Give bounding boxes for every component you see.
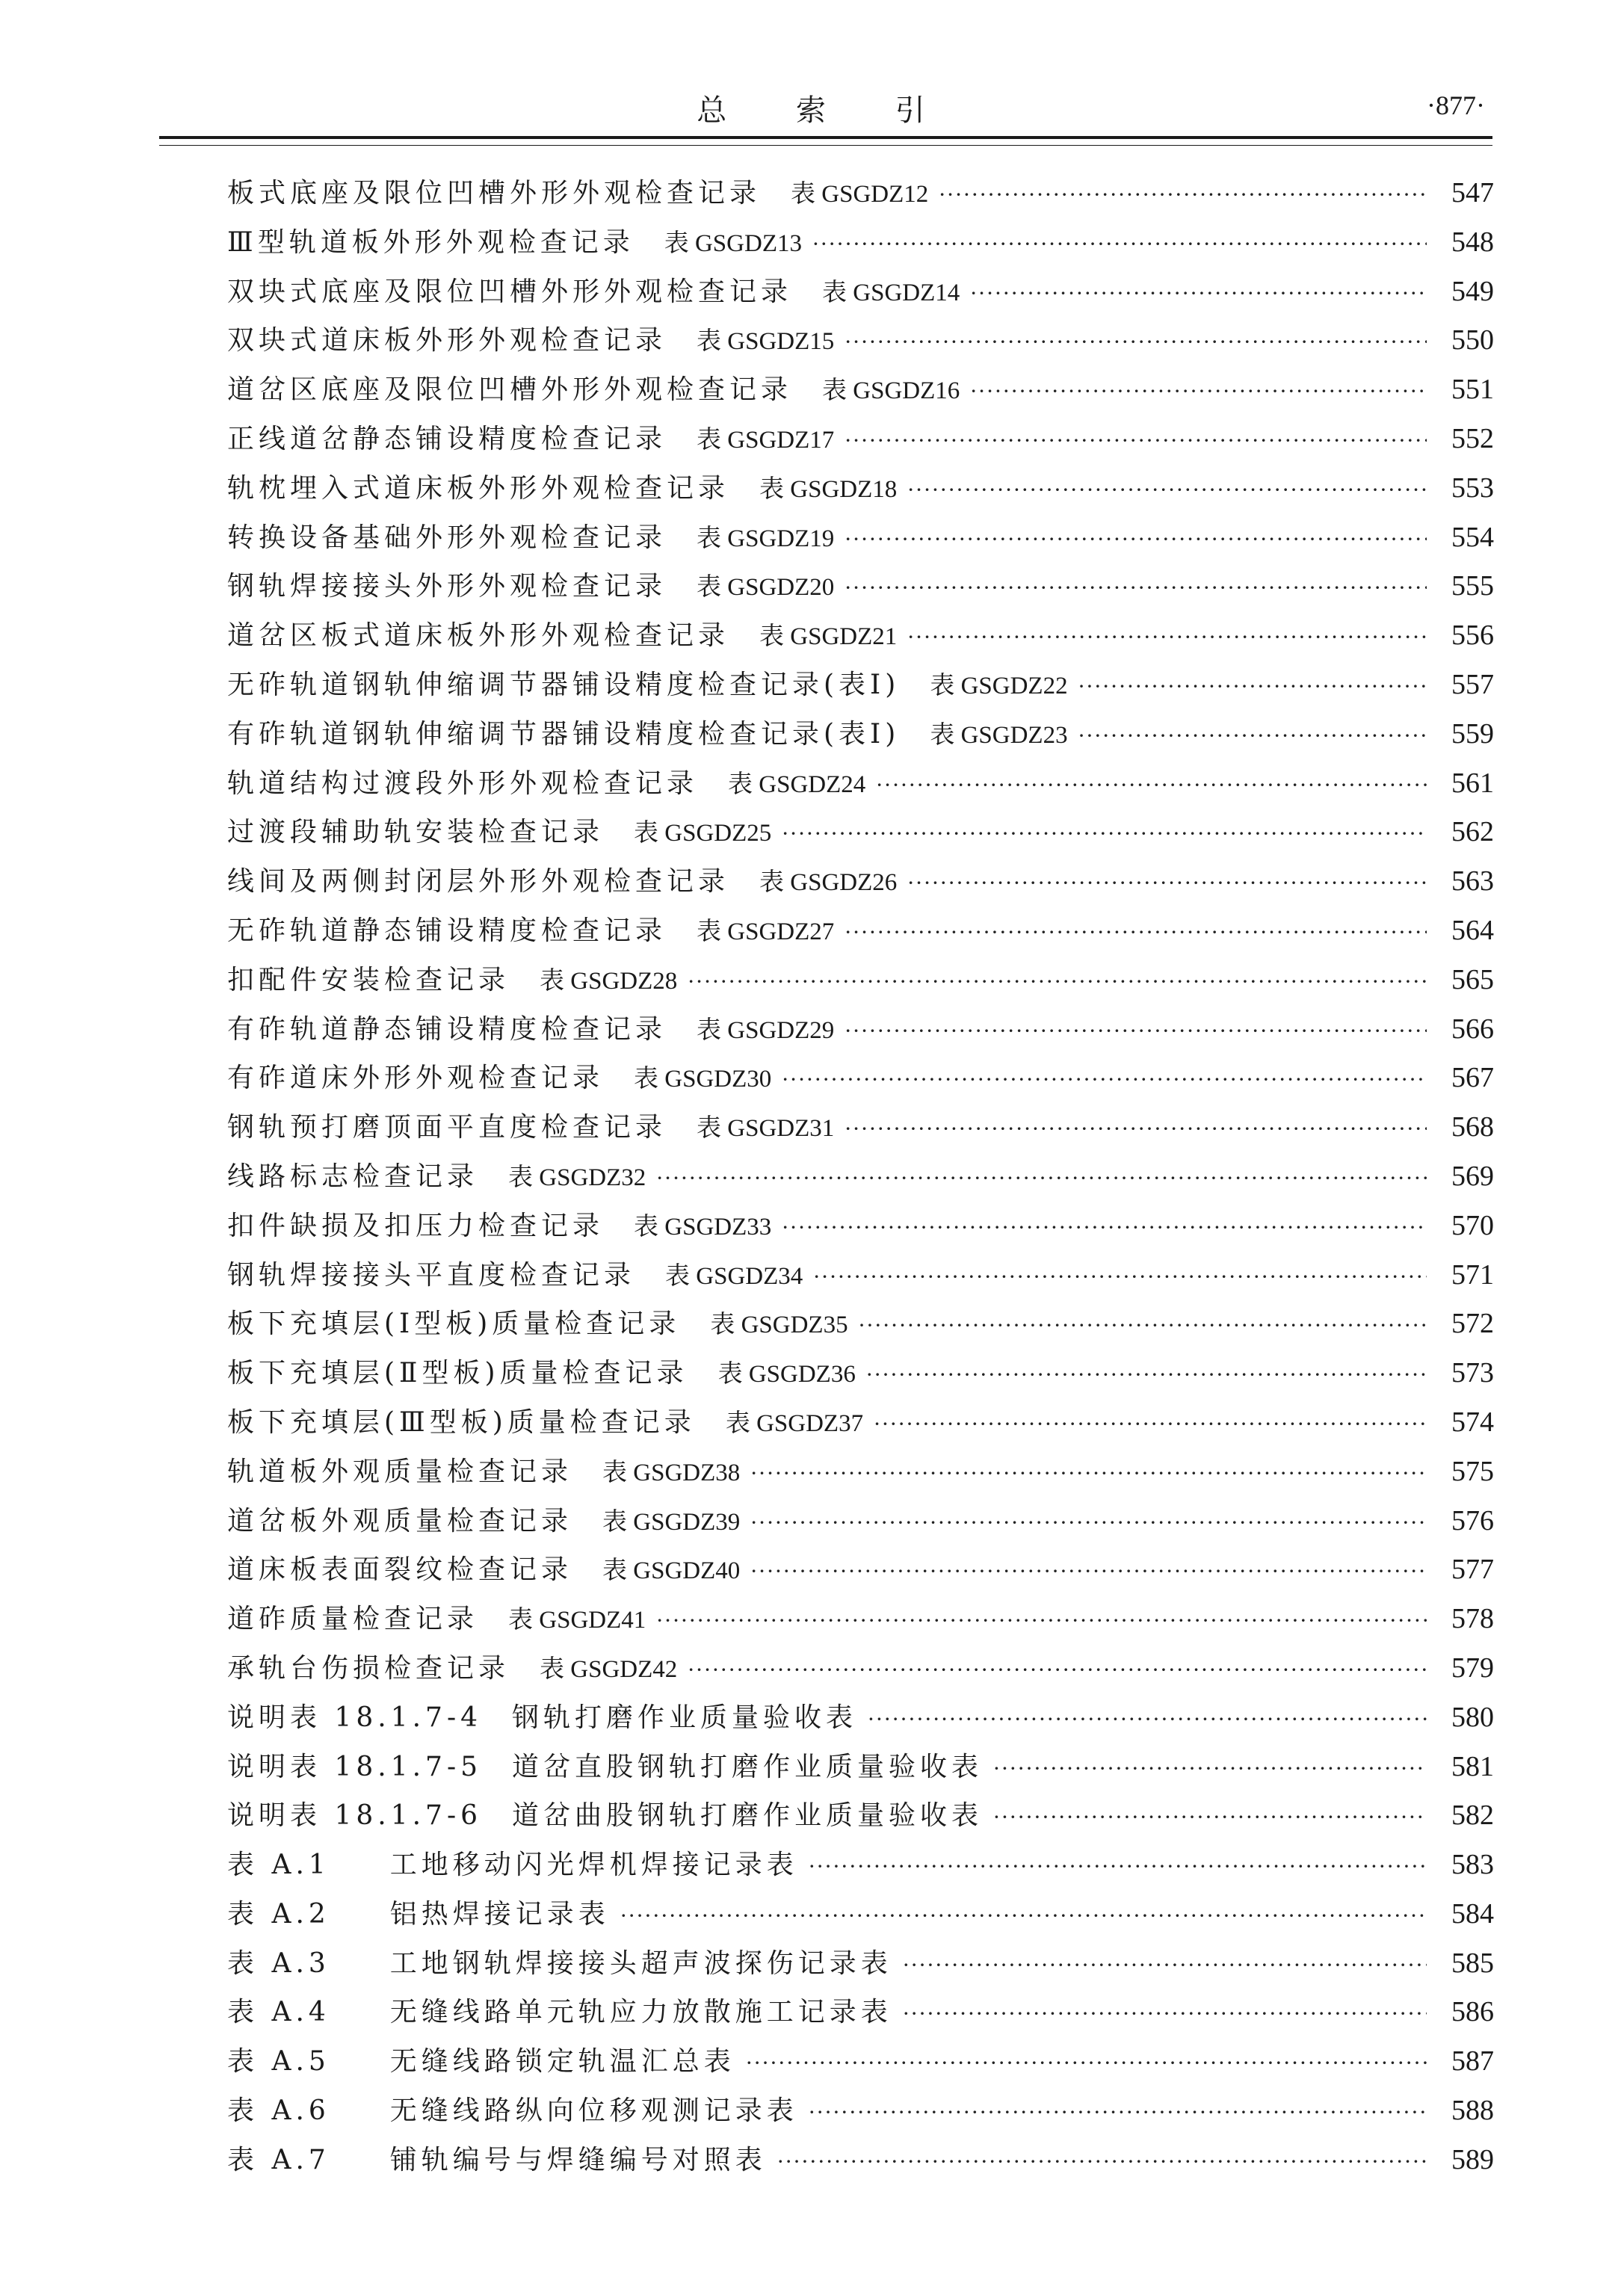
entry-code: 道岔曲股钢轨打磨作业质量验收表 — [512, 1800, 984, 1832]
entry-title: 扣件缺损及扣压力检查记录 — [227, 1210, 605, 1241]
entry-page-number: 553 — [1451, 472, 1494, 504]
entry-title: 表 A.4 — [227, 1997, 330, 2028]
entry-title: Ⅲ型轨道板外形外观检查记录 — [227, 226, 635, 258]
dot-leader — [845, 1007, 1427, 1056]
entry-page-number: 547 — [1451, 177, 1494, 209]
entry-page-number: 581 — [1451, 1750, 1494, 1782]
entry-code: 铺轨编号与焊缝编号对照表 — [389, 2144, 767, 2175]
entry-code: 表 GSGDZ20 — [697, 574, 835, 602]
entry-code: 表 GSGDZ30 — [634, 1066, 772, 1093]
entry-code: 铝热焊接记录表 — [389, 1898, 610, 1930]
entry-code: 道岔直股钢轨打磨作业质量验收表 — [512, 1751, 984, 1782]
entry-page-number: 575 — [1451, 1455, 1494, 1487]
header-rule-thick — [159, 136, 1492, 139]
entry-page-number: 589 — [1451, 2143, 1494, 2175]
entry-code: 表 GSGDZ37 — [725, 1409, 864, 1437]
entry-page-number: 574 — [1451, 1406, 1494, 1438]
page-header — [159, 84, 1492, 136]
entry-title: 说明表 18.1.7-6 — [227, 1800, 483, 1832]
entry-code: 表 GSGDZ17 — [697, 426, 835, 454]
entry-title: 表 A.1 — [227, 1850, 330, 1881]
toc-entry[interactable] — [227, 1054, 1494, 1103]
entry-title: 过渡段辅助轨安装检查记录 — [227, 817, 605, 848]
entry-title: 表 A.7 — [227, 2144, 330, 2175]
dot-leader — [903, 1941, 1427, 1990]
entry-title: 转换设备基础外形外观检查记录 — [227, 522, 667, 553]
entry-title: 道岔区底座及限位凹槽外形外观检查记录 — [227, 374, 793, 406]
entry-code: 表 GSGDZ26 — [759, 869, 898, 897]
entry-page-number: 588 — [1451, 2095, 1494, 2127]
toc-entry[interactable] — [227, 1939, 1494, 1989]
dot-leader — [874, 1400, 1427, 1449]
entry-title: 表 A.3 — [227, 1947, 330, 1979]
entry-page-number: 580 — [1451, 1701, 1494, 1733]
toc-entry[interactable] — [227, 1251, 1494, 1300]
entry-title: 正线道岔静态铺设精度检查记录 — [227, 423, 667, 454]
entry-page-number: 577 — [1451, 1554, 1494, 1586]
entry-title: 轨道结构过渡段外形外观检查记录 — [227, 767, 699, 799]
entry-code: 无缝线路锁定轨温汇总表 — [389, 2046, 735, 2078]
entry-title: 说明表 18.1.7-4 — [227, 1702, 483, 1733]
entry-code: 表 GSGDZ33 — [634, 1213, 772, 1241]
dot-leader — [782, 1203, 1427, 1252]
dot-leader — [750, 1498, 1427, 1548]
entry-title: 有砟轨道静态铺设精度检查记录 — [227, 1013, 667, 1045]
toc-entry[interactable] — [227, 1005, 1494, 1054]
dot-leader — [845, 1105, 1427, 1154]
entry-title: 板下充填层(Ⅱ型板)质量检查记录 — [227, 1358, 688, 1389]
entry-title: 板下充填层(Ⅰ型板)质量检查记录 — [227, 1309, 681, 1340]
entry-title: 钢轨焊接接头外形外观检查记录 — [227, 571, 667, 602]
entry-title: 承轨台伤损检查记录 — [227, 1652, 510, 1684]
entry-page-number: 555 — [1451, 570, 1494, 602]
dot-leader — [688, 957, 1427, 1007]
toc-entry[interactable] — [227, 1545, 1494, 1595]
toc-entry[interactable] — [227, 268, 1494, 317]
entry-title: 钢轨预打磨顶面平直度检查记录 — [227, 1112, 667, 1143]
entry-title: 板式底座及限位凹槽外形外观检查记录 — [227, 178, 762, 209]
entry-page-number: 578 — [1451, 1603, 1494, 1635]
dot-leader — [907, 466, 1427, 515]
dot-leader — [907, 613, 1427, 662]
entry-title: 道岔区板式道床板外形外观检查记录 — [227, 620, 730, 652]
entry-title: 表 A.5 — [227, 2046, 330, 2078]
entry-title: 说明表 18.1.7-5 — [227, 1751, 483, 1782]
entry-title: 道砟质量检查记录 — [227, 1604, 479, 1635]
toc-entry[interactable] — [227, 1988, 1494, 2037]
toc-entry[interactable] — [227, 759, 1494, 809]
toc-entry[interactable] — [227, 2086, 1494, 2136]
entry-code: 钢轨打磨作业质量验收表 — [512, 1702, 858, 1733]
toc-entry[interactable] — [227, 808, 1494, 857]
toc-entry[interactable] — [227, 2136, 1494, 2185]
toc-entry[interactable] — [227, 1644, 1494, 1693]
dot-leader — [845, 515, 1427, 564]
entry-page-number: 587 — [1451, 2045, 1494, 2078]
entry-page-number: 579 — [1451, 1652, 1494, 1684]
entry-page-number: 550 — [1451, 324, 1494, 356]
dot-leader — [656, 1596, 1427, 1646]
entry-title: 道岔板外观质量检查记录 — [227, 1505, 573, 1536]
toc-entry[interactable] — [227, 906, 1494, 956]
dot-leader — [782, 809, 1427, 859]
entry-code: 表 GSGDZ42 — [540, 1655, 678, 1683]
entry-page-number: 562 — [1451, 816, 1494, 848]
entry-code: 表 GSGDZ28 — [540, 967, 678, 995]
entry-code: 表 GSGDZ16 — [822, 377, 960, 405]
toc-entry[interactable] — [227, 1595, 1494, 1644]
entry-page-number: 570 — [1451, 1209, 1494, 1241]
entry-title: 表 A.2 — [227, 1898, 330, 1930]
toc-entry[interactable] — [227, 2037, 1494, 2086]
toc-entry[interactable] — [227, 1398, 1494, 1448]
entry-page-number: 548 — [1451, 226, 1494, 258]
entry-code: 表 GSGDZ39 — [602, 1508, 741, 1536]
entry-code: 表 GSGDZ36 — [717, 1361, 856, 1389]
entry-page-number: 549 — [1451, 275, 1494, 307]
toc-entry[interactable] — [227, 415, 1494, 464]
entry-code: 表 GSGDZ40 — [602, 1557, 741, 1585]
dot-leader — [750, 1449, 1427, 1498]
dot-leader — [656, 1154, 1427, 1203]
toc-entry[interactable] — [227, 365, 1494, 415]
entry-code: 无缝线路纵向位移观测记录表 — [389, 2095, 798, 2127]
entry-page-number: 554 — [1451, 521, 1494, 553]
toc-entry[interactable] — [227, 1693, 1494, 1743]
entry-page-number: 572 — [1451, 1308, 1494, 1340]
entry-title: 有砟道床外形外观检查记录 — [227, 1063, 605, 1094]
entry-code: 表 GSGDZ31 — [697, 1115, 835, 1143]
entry-page-number: 556 — [1451, 620, 1494, 652]
dot-leader — [813, 1252, 1427, 1302]
dot-leader — [812, 220, 1427, 269]
entry-code: 表 GSGDZ22 — [930, 672, 1068, 699]
entry-code: 表 GSGDZ35 — [710, 1312, 848, 1339]
entry-code: 表 GSGDZ15 — [697, 328, 835, 356]
toc-entry[interactable] — [227, 710, 1494, 759]
entry-page-number: 566 — [1451, 1013, 1494, 1045]
toc-entry[interactable] — [227, 857, 1494, 906]
entry-page-number: 584 — [1451, 1897, 1494, 1930]
toc-entry[interactable] — [227, 218, 1494, 268]
entry-title: 无砟轨道钢轨伸缩调节器铺设精度检查记录(表Ⅰ) — [227, 669, 901, 700]
entry-page-number: 565 — [1451, 963, 1494, 995]
entry-code: 表 GSGDZ29 — [697, 1016, 835, 1044]
dot-leader — [970, 269, 1427, 318]
toc-entry[interactable] — [227, 1743, 1494, 1792]
entry-code: 表 GSGDZ41 — [508, 1607, 646, 1634]
dot-leader — [939, 170, 1427, 220]
toc-entry[interactable] — [227, 1841, 1494, 1890]
dot-leader — [866, 1350, 1427, 1400]
entry-page-number: 569 — [1451, 1160, 1494, 1192]
entry-title: 无砟轨道静态铺设精度检查记录 — [227, 915, 667, 946]
entry-title: 轨枕埋入式道床板外形外观检查记录 — [227, 472, 730, 504]
header-title: 总 索 引 — [697, 93, 955, 128]
page-number: ·877· — [1427, 90, 1485, 120]
toc-entry[interactable] — [227, 1103, 1494, 1152]
entry-code: 表 GSGDZ24 — [728, 770, 866, 798]
toc-entry[interactable] — [227, 1300, 1494, 1349]
dot-leader — [993, 1793, 1427, 1842]
entry-code: 表 GSGDZ32 — [508, 1164, 646, 1191]
entry-code: 工地钢轨焊接接头超声波探伤记录表 — [389, 1947, 892, 1979]
toc-entry[interactable] — [227, 1152, 1494, 1202]
dot-leader — [907, 859, 1427, 908]
dot-leader — [809, 1842, 1427, 1891]
entry-code: 表 GSGDZ23 — [930, 721, 1068, 749]
toc-entry[interactable] — [227, 1890, 1494, 1939]
entry-code: 表 GSGDZ18 — [759, 475, 898, 503]
entry-title: 表 A.6 — [227, 2095, 330, 2127]
toc-entry[interactable] — [227, 1497, 1494, 1546]
entry-code: 表 GSGDZ27 — [697, 918, 835, 945]
toc-entry[interactable] — [227, 464, 1494, 513]
entry-page-number: 583 — [1451, 1849, 1494, 1881]
entry-page-number: 564 — [1451, 914, 1494, 946]
dot-leader — [868, 1695, 1427, 1744]
toc-entry[interactable] — [227, 513, 1494, 563]
entry-title: 有砟轨道钢轨伸缩调节器铺设精度检查记录(表Ⅰ) — [227, 718, 901, 750]
entry-title: 双块式底座及限位凹槽外形外观检查记录 — [227, 276, 793, 307]
dot-leader — [970, 367, 1427, 416]
entry-title: 板下充填层(Ⅲ型板)质量检查记录 — [227, 1406, 696, 1438]
dot-leader — [859, 1301, 1427, 1350]
entry-page-number: 563 — [1451, 865, 1494, 898]
entry-page-number: 567 — [1451, 1062, 1494, 1094]
dot-leader — [782, 1055, 1427, 1105]
toc-entry[interactable] — [227, 316, 1494, 365]
entry-page-number: 559 — [1451, 717, 1494, 750]
toc-list — [227, 169, 1494, 2185]
dot-leader — [688, 1646, 1427, 1695]
entry-code: 表 GSGDZ34 — [665, 1262, 803, 1290]
entry-title: 轨道板外观质量检查记录 — [227, 1456, 573, 1487]
toc-entry[interactable] — [227, 1349, 1494, 1398]
toc-entry[interactable] — [227, 1202, 1494, 1251]
entry-page-number: 561 — [1451, 767, 1494, 799]
dot-leader — [845, 318, 1427, 367]
entry-page-number: 568 — [1451, 1111, 1494, 1143]
dot-leader — [845, 908, 1427, 957]
entry-code: 表 GSGDZ12 — [791, 181, 929, 208]
entry-title: 双块式道床板外形外观检查记录 — [227, 325, 667, 356]
entry-page-number: 557 — [1451, 668, 1494, 700]
toc-entry[interactable] — [227, 1791, 1494, 1841]
dot-leader — [845, 563, 1427, 613]
dot-leader — [1078, 711, 1427, 761]
toc-entry[interactable] — [227, 611, 1494, 661]
dot-leader — [1078, 662, 1427, 711]
entry-title: 扣配件安装检查记录 — [227, 964, 510, 995]
entry-page-number: 552 — [1451, 422, 1494, 454]
entry-code: 表 GSGDZ25 — [634, 820, 772, 847]
dot-leader — [845, 416, 1427, 466]
entry-page-number: 586 — [1451, 1996, 1494, 2028]
entry-code: 表 GSGDZ21 — [759, 623, 898, 651]
entry-code: 无缝线路单元轨应力放散施工记录表 — [389, 1997, 892, 2028]
entry-title: 道床板表面裂纹检查记录 — [227, 1554, 573, 1586]
dot-leader — [746, 2039, 1427, 2088]
entry-title: 线路标志检查记录 — [227, 1161, 479, 1192]
dot-leader — [876, 761, 1427, 810]
toc-entry[interactable] — [227, 661, 1494, 710]
entry-page-number: 571 — [1451, 1258, 1494, 1291]
entry-page-number: 573 — [1451, 1357, 1494, 1389]
entry-page-number: 582 — [1451, 1800, 1494, 1832]
toc-entry[interactable] — [227, 956, 1494, 1005]
toc-entry[interactable] — [227, 169, 1494, 218]
dot-leader — [809, 2088, 1427, 2137]
entry-title: 线间及两侧封闭层外形外观检查记录 — [227, 866, 730, 898]
entry-code: 表 GSGDZ13 — [664, 229, 802, 257]
dot-leader — [993, 1744, 1427, 1794]
dot-leader — [750, 1547, 1427, 1596]
entry-code: 表 GSGDZ38 — [602, 1459, 741, 1486]
toc-entry[interactable] — [227, 1448, 1494, 1497]
entry-page-number: 585 — [1451, 1947, 1494, 1979]
entry-page-number: 576 — [1451, 1504, 1494, 1536]
header-rule-thin — [159, 145, 1492, 146]
entry-title: 钢轨焊接接头平直度检查记录 — [227, 1259, 636, 1291]
entry-code: 工地移动闪光焊机焊接记录表 — [389, 1850, 798, 1881]
toc-entry[interactable] — [227, 562, 1494, 611]
entry-code: 表 GSGDZ19 — [697, 525, 835, 552]
entry-code: 表 GSGDZ14 — [822, 279, 960, 306]
entry-page-number: 551 — [1451, 374, 1494, 406]
dot-leader — [620, 1891, 1427, 1941]
dot-leader — [777, 2137, 1427, 2187]
dot-leader — [903, 1989, 1427, 2039]
